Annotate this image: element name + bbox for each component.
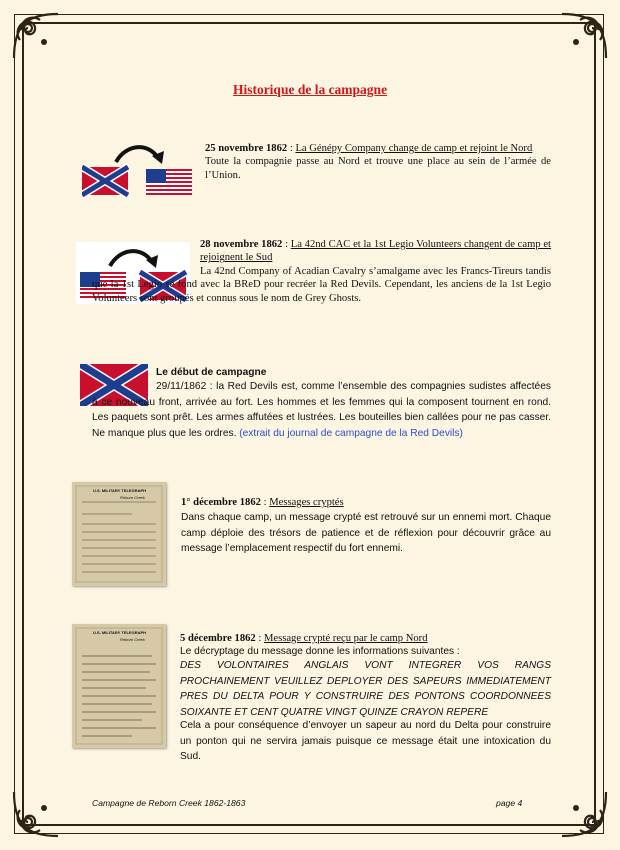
page-number: page 4 (496, 798, 523, 808)
entry-date: 28 novembre 1862 (200, 239, 283, 250)
union-flag-icon (146, 169, 192, 195)
entry-date: 25 novembre 1862 (205, 143, 288, 154)
footer-title: Campagne de Reborn Creek 1862-1863 (92, 798, 246, 808)
entry-headline: Message crypté reçu par le camp Nord (263, 633, 428, 644)
entry-3-body: 29/11/1862 : la Red Devils est, comme l’ensemble des compagnies sudistes affectées à ce nouveau front, arrivée au fort. Les hommes et les femmes qui la composent tournent en rond. Les paquets sont prêt. Les armes affutées et lustrées. Les bouteilles bien callées pour ne pas casser. Ne manque plus que les ordres. (extrait du journal de campagne de la Red Devils) (92, 381, 551, 439)
entry-5: 5 décembre 1862 : Message crypté reçu par le camp Nord (180, 633, 428, 644)
entry-headline: La Génépy Company change de camp et rejoint le Nord (295, 143, 533, 154)
entry-2: 28 novembre 1862 : La 42nd CAC et la 1st Legio Volunteers changent de camp et rejoignent le Sud (200, 239, 551, 264)
arrow-icon (116, 147, 164, 164)
telegram-header: U.S. MILITARY TELEGRAPH (93, 488, 147, 493)
telegram-icon (72, 624, 166, 748)
telegram-place: Reborn Creek (120, 495, 145, 500)
page-title: Historique de la campagne (232, 82, 388, 97)
entry-5-intro: Le décryptage du message donne les informations suivantes : (180, 646, 460, 657)
entry-heading: Le début de campagne (156, 367, 267, 378)
telegram-place: Reborn Creek (120, 637, 145, 642)
corner-ornament-icon (6, 784, 66, 844)
corner-ornament-icon (6, 6, 66, 66)
confederate-flag-icon (82, 167, 128, 195)
telegram-icon (72, 482, 166, 586)
journal-link[interactable]: (extrait du journal de campagne de la Red Devils) (239, 427, 463, 439)
telegram-header: U.S. MILITARY TELEGRAPH (93, 630, 147, 635)
entry-headline: La 42nd CAC et la 1st Legio Volunteers changent de camp et rejoignent le Sud (200, 239, 551, 264)
entry-2-body: La 42nd Company of Acadian Cavalry s’amalgame avec les Francs-Tireurs tandis que la 1st Legio se fond avec la BReD pour recréer la Red Devils. Cependant, les anciens de la 1st Legio Volunteers sont groupés et connus sous le nom de Grey Ghosts. (92, 266, 551, 304)
entry-5-body: Cela a pour conséquence d’envoyer un sapeur au nord du Delta pour construire un ponton qui ne servira jamais puisque ce message était une intoxication du Sud. (180, 720, 551, 763)
corner-ornament-icon (554, 784, 614, 844)
camp-change-illustration (82, 140, 197, 198)
entry-body: Toute la compagnie passe au Nord et trouve une place au sein de l’armée de l’Union. (205, 156, 551, 181)
entry-4: 1° décembre 1862 : Messages cryptés (181, 497, 344, 508)
entry-4-body: Dans chaque camp, un message crypté est retrouvé sur un ennemi mort. Chaque camp déploie des trésors de patience et de réflexion pour découvrir grâce au message l’emplacement respectif du fort ennemi. (181, 512, 551, 555)
entry-date: 5 décembre 1862 (180, 633, 256, 644)
entry-1: 25 novembre 1862 : La Génépy Company change de camp et rejoint le Nord Toute la compagnie passe au Nord et trouve une place au sein de l’armée de l’Union. (205, 143, 551, 181)
entry-date: 1° décembre 1862 (181, 497, 261, 508)
corner-ornament-icon (554, 6, 614, 66)
entry-headline: Messages cryptés (269, 497, 344, 508)
decrypted-message: DES VOLONTAIRES ANGLAIS VONT INTEGRER VOS RANGS PROCHAINEMENT VEUILLEZ DEPLOYER DES SAPEURS IMMEDIATEMENT PRES DU DELTA POUR Y CONSTRUIRE DES PONTONS COORDONNEES SOIXANTE ET CENT QUATRE VINGT QUINZE CRAYON REPERE (180, 660, 551, 718)
